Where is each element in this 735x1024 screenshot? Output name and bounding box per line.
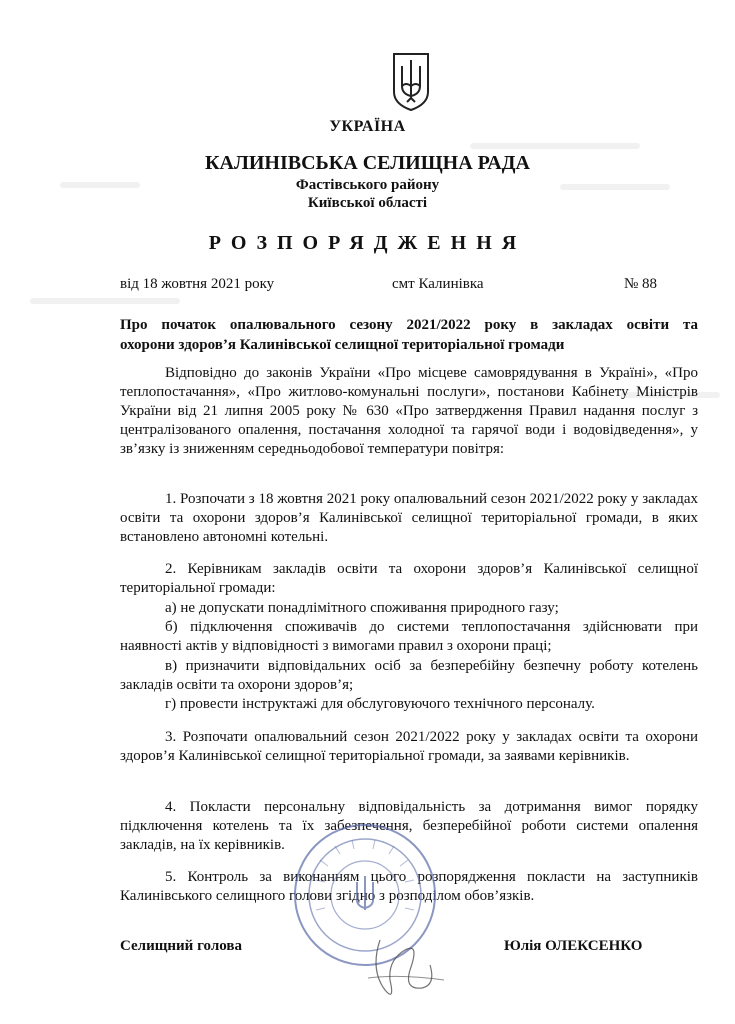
bleed-through-mark — [30, 298, 180, 304]
order-place: смт Калинівка — [392, 276, 484, 292]
item-5-paragraph: 5. Контроль за виконанням цього розпорядження покласти на заступників Калинівського селищного голови згідно з розподілом обов’язків. — [120, 869, 698, 904]
district-line: Фастівського району — [295, 177, 440, 193]
item-2b-paragraph: б) підключення споживачів до системи теплопостачання здійснювати при наявності актів у відповідності з вимогами правил з охорони праці; — [120, 619, 698, 654]
item-2-paragraph: 2. Керівникам закладів освіти та охорони здоров’я Калинівської селищної територіальної громади: — [120, 561, 698, 596]
item-1-paragraph: 1. Розпочати з 18 жовтня 2021 року опалювальний сезон 2021/2022 року у закладах освіти та охорони здоров’я Калинівської селищної територіальної громади, в яких встановлено автономні котельні. — [120, 491, 698, 545]
document-type-title: РОЗПОРЯДЖЕННЯ — [208, 232, 527, 254]
item-2d-paragraph: г) провести інструктажі для обслуговуючого технічного персоналу. — [165, 696, 595, 712]
subject-line-2: охорони здоров’я Калинівської селищної територіальної громади — [120, 337, 565, 353]
item-4-paragraph: 4. Покласти персональну відповідальність за дотримання вимог порядку підключення котелень та їх забезпечення, безперебійної роботи системи опалення закладів, на їх керівників. — [120, 799, 698, 853]
council-heading: КАЛИНІВСЬКА СЕЛИЩНА РАДА — [205, 152, 530, 174]
oblast-line: Київської області — [307, 195, 428, 211]
order-subject — [120, 315, 698, 355]
country-heading: УКРАЇНА — [329, 118, 406, 135]
signer-name: Юлія ОЛЕКСЕНКО — [504, 938, 643, 954]
subject-line-1: Про початок опалювального сезону 2021/2022 року в закладах освіти та — [120, 317, 698, 333]
order-number: № 88 — [624, 276, 658, 292]
item-2c-paragraph: в) призначити відповідальних осіб за безперебійну безпечну роботу котелень закладів освіти та охорони здоров’я; — [120, 658, 698, 693]
handwritten-signature — [360, 930, 450, 1010]
signer-title: Селищний голова — [120, 938, 242, 954]
bleed-through-mark — [470, 143, 640, 149]
order-date: від 18 жовтня 2021 року — [120, 276, 275, 292]
item-3-paragraph: 3. Розпочати опалювальний сезон 2021/2022 року у закладах освіти та охорони здоров’я Калинівської селищної територіальної громади, за заявами керівників. — [120, 729, 698, 764]
trident-coat-of-arms-icon — [390, 52, 432, 112]
item-2a-paragraph: а) не допускати понадлімітного споживання природного газу; — [165, 600, 559, 616]
preamble-paragraph: Відповідно до законів України «Про місцеве самоврядування в Україні», «Про теплопостачання», «Про житлово-комунальні послуги», постанови Кабінету Міністрів України від 21 липня 2005 року № 630 «Про затвердження Правил надання послуг з централізованого опалення, постачання холодної та гарячої води і водовідведення», у зв’язку із зниженням середньодобової температури повітря: — [120, 365, 698, 457]
